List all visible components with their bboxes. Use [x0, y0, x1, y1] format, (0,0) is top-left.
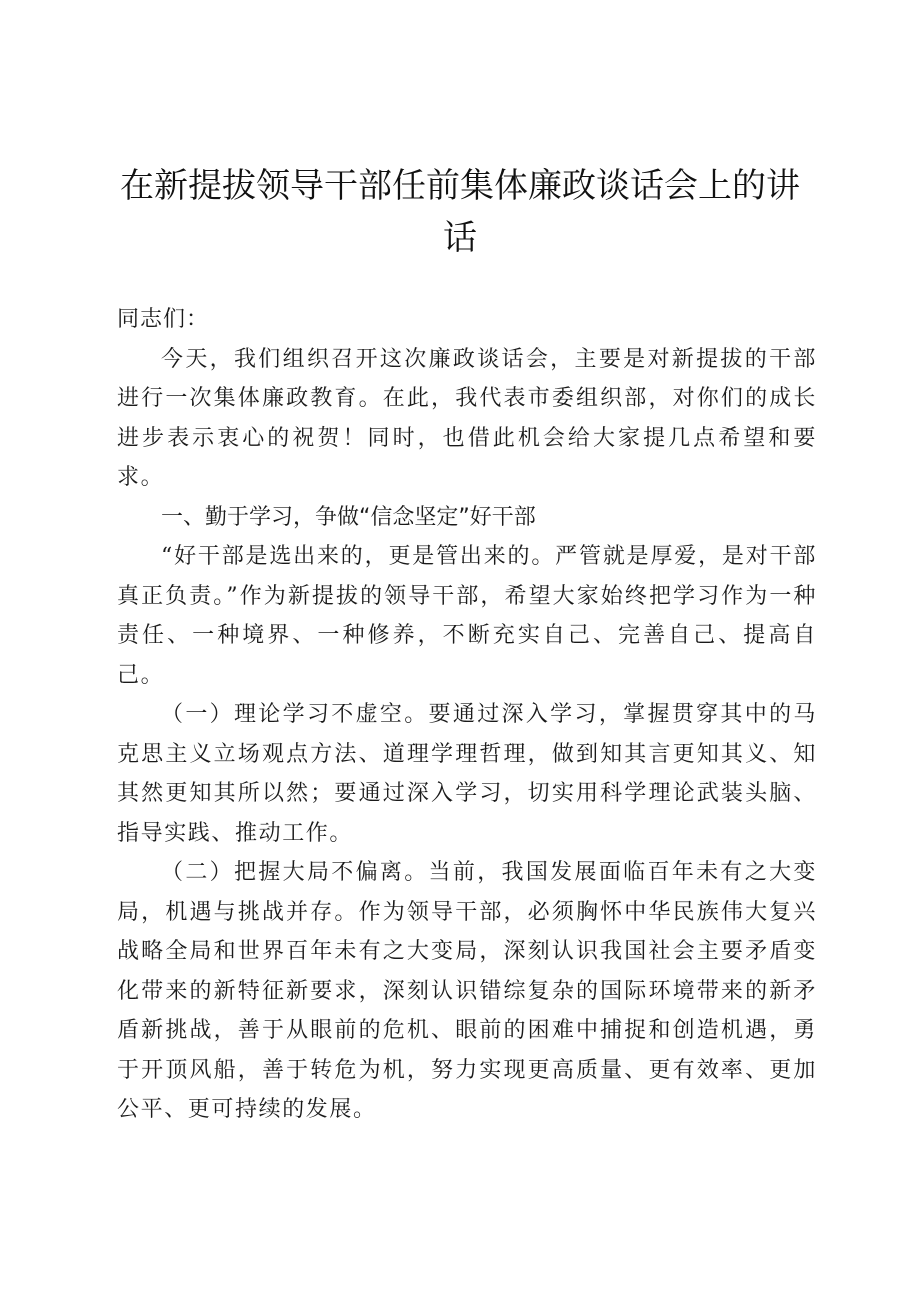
section-heading: 一、勤于学习，争做“信念坚定”好干部: [161, 504, 536, 530]
document-body: [117, 300, 817, 1130]
page-title: 在新提拔领导干部任前集体廉政谈话会上的讲话: [120, 166, 800, 258]
subsection-1: （一）理论学习不虚空。要通过深入学习，掌握贯穿其中的马克思主义立场观点方法、道理学理哲理，做到知其言更知其义、知其然更知其所以然；要通过深入学习，切实用科学理论武装头脑、指导实践、推动工作。: [117, 702, 817, 846]
subsection-2: （二）把握大局不偏离。当前，我国发展面临百年未有之大变局，机遇与挑战并存。作为领导干部，必须胸怀中华民族伟大复兴战略全局和世界百年未有之大变局，深刻认识我国社会主要矛盾变化带来的新特征新要求，深刻认识错综复杂的国际环境带来的新矛盾新挑战，善于从眼前的危机、眼前的困难中捕捉和创造机遇，勇于开顶风船，善于转危为机，努力实现更高质量、更有效率、更加公平、更可持续的发展。: [117, 860, 817, 1122]
salutation: 同志们：: [117, 307, 210, 332]
intro-paragraph: 今天，我们组织召开这次廉政谈话会，主要是对新提拔的干部进行一次集体廉政教育。在此，我代表市委组织部，对你们的成长进步表示衷心的祝贺！同时，也借此机会给大家提几点希望和要求。: [117, 346, 817, 490]
section-paragraph: “好干部是选出来的，更是管出来的。严管就是厚爱，是对干部真正负责。”作为新提拔的领导干部，希望大家始终把学习作为一种责任、一种境界、一种修养，不断充实自己、完善自己、提高自己。: [117, 544, 817, 688]
